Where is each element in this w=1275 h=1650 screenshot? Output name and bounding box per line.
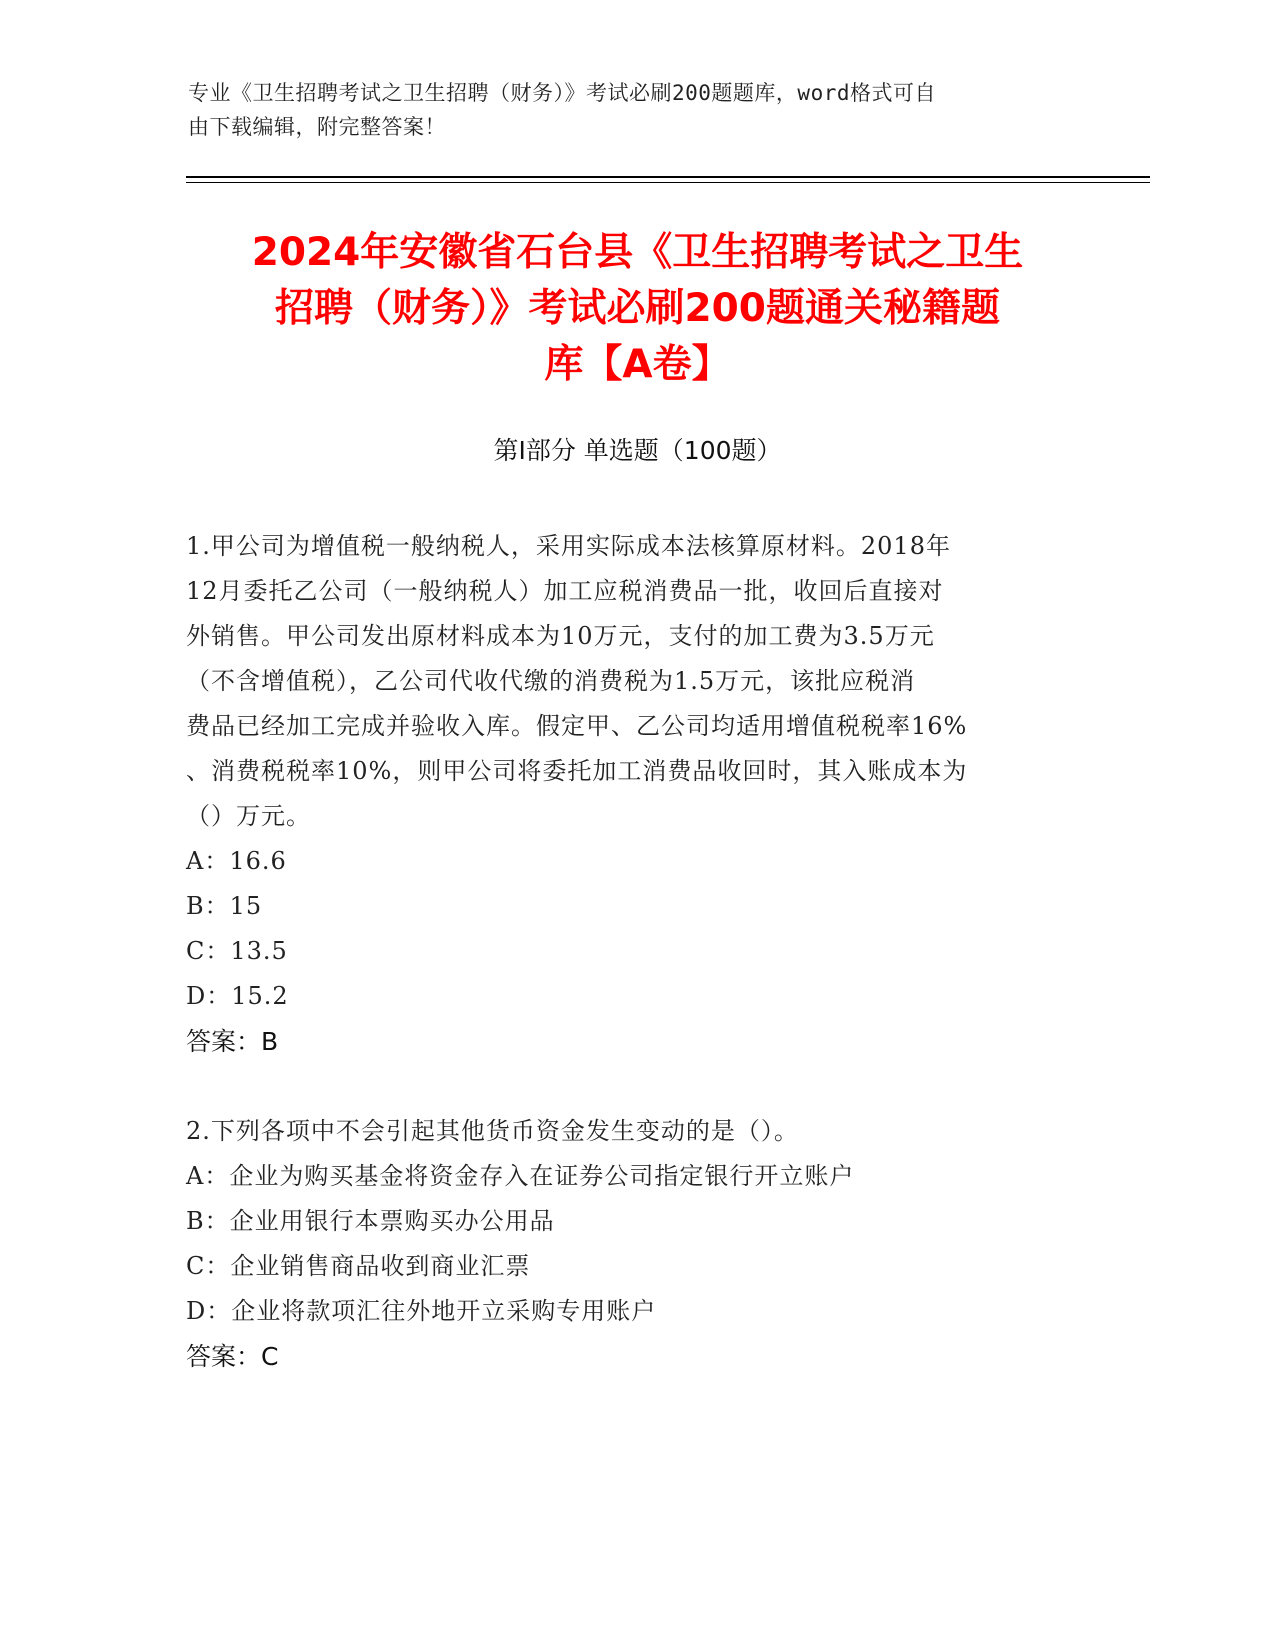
question-stem-line: 外销售。甲公司发出原材料成本为10万元，支付的加工费为3.5万元 bbox=[186, 622, 935, 650]
header-note-line: 专业《卫生招聘考试之卫生招聘（财务）》考试必刷200题题库，word格式可自 bbox=[188, 81, 936, 105]
option-c: C：13.5 bbox=[186, 937, 288, 965]
question-list bbox=[186, 524, 1086, 1379]
header-note-line: 由下载编辑，附完整答案！ bbox=[188, 115, 446, 139]
question-item bbox=[186, 1109, 1086, 1379]
question-item bbox=[186, 524, 1086, 1064]
question-stem-line: 、消费税税率10%，则甲公司将委托加工消费品收回时，其入账成本为 bbox=[186, 757, 968, 785]
option-c: C：企业销售商品收到商业汇票 bbox=[186, 1252, 531, 1280]
document-title-line: 2024年安徽省石台县《卫生招聘考试之卫生 bbox=[251, 230, 1024, 275]
option-a: A：16.6 bbox=[186, 847, 287, 875]
question-stem bbox=[186, 1109, 1086, 1154]
question-stem bbox=[186, 524, 1086, 839]
question-stem-line: 12月委托乙公司（一般纳税人）加工应税消费品一批，收回后直接对 bbox=[186, 577, 944, 605]
option-d: D：企业将款项汇往外地开立采购专用账户 bbox=[186, 1297, 657, 1325]
document-title-line: 库【A卷】 bbox=[544, 342, 731, 387]
document-title-line: 招聘（财务）》考试必刷200题通关秘籍题 bbox=[275, 286, 1000, 331]
answer-line: 答案：C bbox=[186, 1342, 279, 1371]
header-rule-thin bbox=[186, 182, 1150, 183]
option-d: D：15.2 bbox=[186, 982, 289, 1010]
option-a: A：企业为购买基金将资金存入在证券公司指定银行开立账户 bbox=[186, 1162, 855, 1190]
option-b: B：15 bbox=[186, 892, 263, 920]
answer-line: 答案：B bbox=[186, 1027, 279, 1056]
header-rule bbox=[186, 176, 1150, 178]
document-title bbox=[150, 225, 1125, 393]
question-stem-line: 2.下列各项中不会引起其他货币资金发生变动的是（）。 bbox=[186, 1117, 799, 1145]
header-note bbox=[188, 76, 1068, 144]
question-stem-line: （不含增值税），乙公司代收代缴的消费税为1.5万元，该批应税消 bbox=[186, 667, 916, 695]
question-stem-line: 费品已经加工完成并验收入库。假定甲、乙公司均适用增值税税率16% bbox=[186, 712, 968, 740]
option-b: B：企业用银行本票购买办公用品 bbox=[186, 1207, 555, 1235]
question-stem-line: （）万元。 bbox=[186, 802, 311, 830]
question-stem-line: 1.甲公司为增值税一般纳税人，采用实际成本法核算原材料。2018年 bbox=[186, 532, 951, 560]
section-title: 第Ⅰ部分 单选题（100题） bbox=[493, 436, 782, 465]
